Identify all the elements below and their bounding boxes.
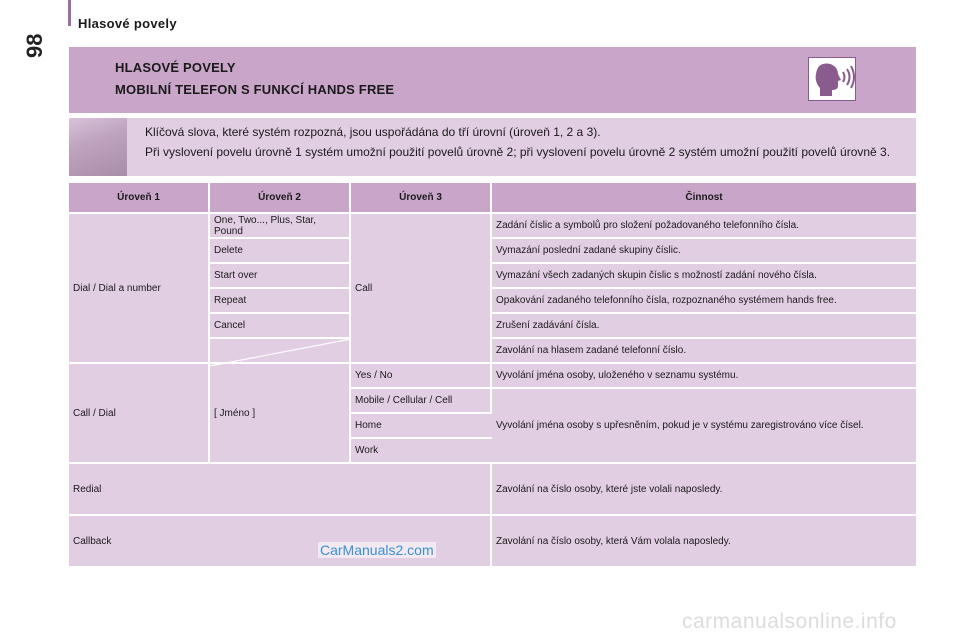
watermark-secondary: carmanualsonline.info	[682, 610, 897, 633]
column-header-level-1: Úroveň 1	[69, 183, 210, 214]
level-2-cell: Start over	[210, 264, 351, 289]
watermark-primary: CarManuals2.com	[320, 542, 434, 558]
action-cell: Zadání číslic a symbolů pro složení požadovaného telefonního čísla.	[492, 214, 916, 239]
table-row	[69, 214, 916, 239]
table-header-row	[69, 183, 916, 214]
level-3-cell: Yes / No	[351, 364, 492, 389]
page-number: 98	[22, 33, 47, 58]
page-title: HLASOVÉ POVELY	[115, 60, 236, 75]
callback-command-cell: Callback	[69, 516, 492, 568]
title-band	[69, 47, 916, 113]
action-cell: Vymazání všech zadaných skupin číslic s možností zadání nového čísla.	[492, 264, 916, 289]
empty-level-2-cell	[210, 339, 351, 364]
table-row	[69, 364, 916, 389]
level-2-cell: Repeat	[210, 289, 351, 314]
level-2-cell: Delete	[210, 239, 351, 264]
dial-level-3-cell: Call	[351, 214, 492, 364]
dial-level-1-cell: Dial / Dial a number	[69, 214, 210, 364]
table-row	[69, 464, 916, 516]
intro-paragraph-1: Klíčová slova, které systém rozpozná, jsou uspořádána do tří úrovní (úroveň 1, 2 a 3).	[145, 125, 601, 139]
action-cell: Zavolání na číslo osoby, které jste volali naposledy.	[492, 464, 916, 516]
action-cell: Vymazání poslední zadané skupiny číslic.	[492, 239, 916, 264]
column-header-level-3: Úroveň 3	[351, 183, 492, 214]
level-2-cell: One, Two..., Plus, Star, Pound	[210, 214, 351, 239]
action-cell: Zavolání na číslo osoby, která Vám volala naposledy.	[492, 516, 916, 568]
voice-command-table	[69, 183, 916, 568]
call-level-1-cell: Call / Dial	[69, 364, 210, 464]
action-cell: Opakování zadaného telefonního čísla, rozpoznaného systémem hands free.	[492, 289, 916, 314]
running-head: Hlasové povely	[78, 16, 177, 31]
empty-cell-diagonal	[210, 339, 351, 366]
page-subtitle: MOBILNÍ TELEFON S FUNKCÍ HANDS FREE	[115, 82, 395, 97]
action-cell: Zavolání na hlasem zadané telefonní číslo.	[492, 339, 916, 364]
column-header-level-2: Úroveň 2	[210, 183, 351, 214]
speaking-head-icon	[808, 57, 856, 101]
intro-paragraph-2: Při vyslovení povelu úrovně 1 systém umožní použití povelů úrovně 2; při vyslovení povelu úrovně 2 systém umožní použití povelů úrovně 3.	[145, 145, 891, 159]
illustration-image	[69, 118, 127, 176]
intro-panel	[69, 118, 916, 176]
action-cell: Vyvolání jména osoby, uloženého v seznamu systému.	[492, 364, 916, 389]
column-header-action: Činnost	[492, 183, 916, 214]
level-3-cell: Mobile / Cellular / Cell	[351, 389, 492, 414]
intro-text	[145, 124, 905, 164]
action-cell: Vyvolání jména osoby s upřesněním, pokud je v systému zaregistrováno více čísel.	[492, 389, 916, 464]
level-2-cell: Cancel	[210, 314, 351, 339]
redial-command-cell: Redial	[69, 464, 492, 516]
level-3-cell: Home	[351, 414, 492, 439]
call-level-2-cell: [ Jméno ]	[210, 364, 351, 464]
margin-rule	[68, 0, 71, 26]
action-cell: Zrušení zadávání čísla.	[492, 314, 916, 339]
level-3-cell: Work	[351, 439, 492, 464]
table-row	[69, 516, 916, 568]
